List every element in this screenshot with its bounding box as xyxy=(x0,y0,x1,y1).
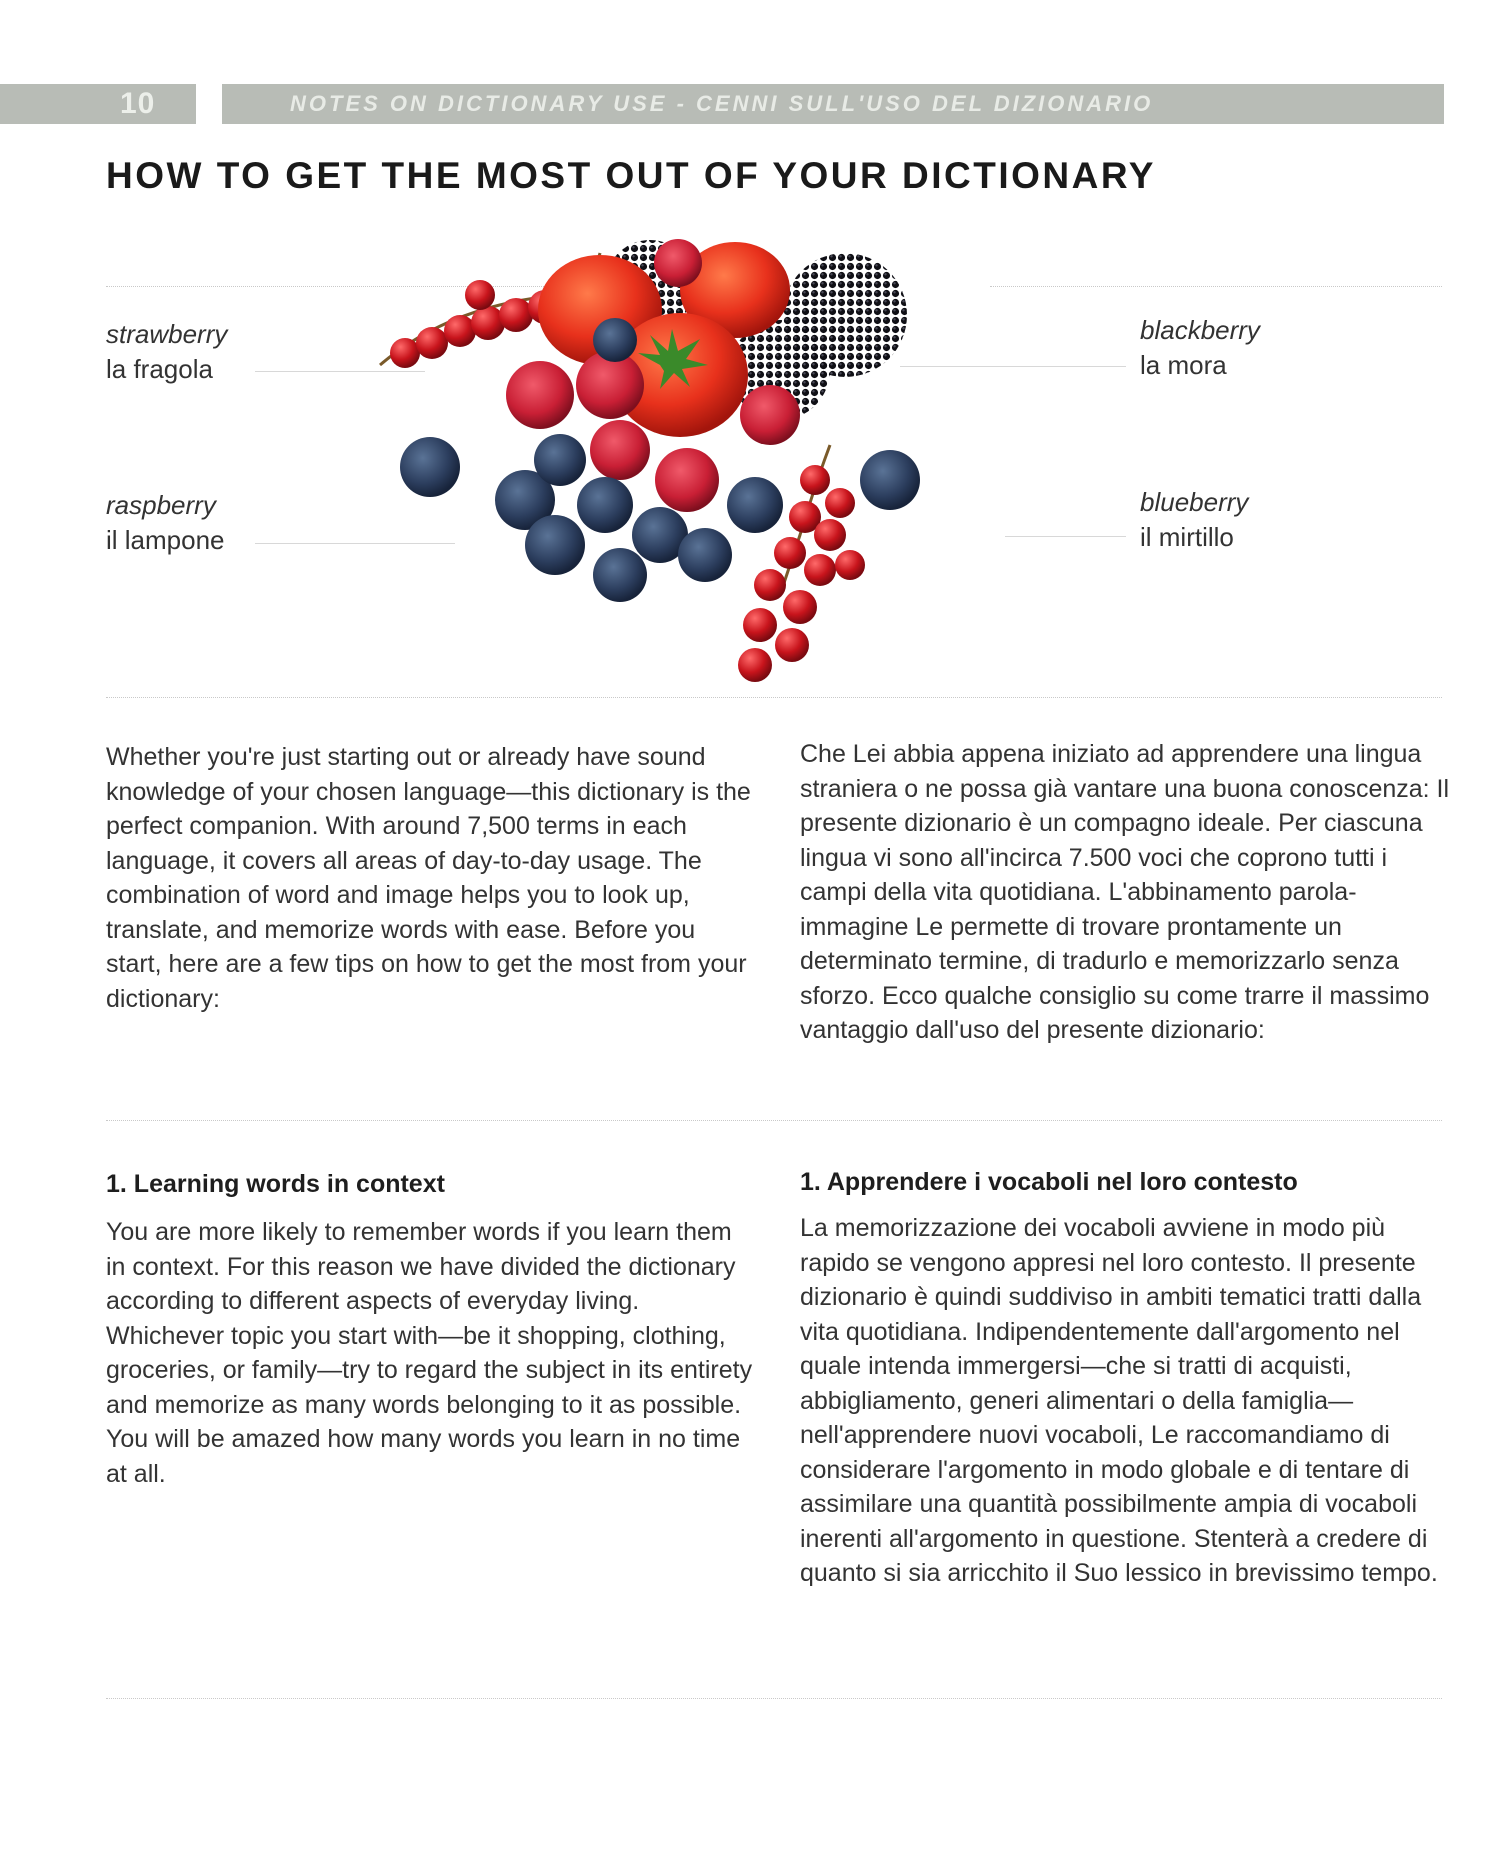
blueberry-label xyxy=(1140,485,1248,555)
raspberry-icon xyxy=(655,448,719,512)
raspberry-icon xyxy=(654,239,702,287)
redcurrant-icon xyxy=(825,488,855,518)
redcurrant-icon xyxy=(783,590,817,624)
blueberry-icon xyxy=(593,318,637,362)
strawberry-label xyxy=(106,317,227,387)
top-rule-right xyxy=(990,286,1442,287)
section-bottom-rule xyxy=(106,1698,1442,1699)
blueberry-icon xyxy=(860,450,920,510)
blueberry-label-it: il mirtillo xyxy=(1140,522,1234,552)
raspberry-icon xyxy=(506,361,574,429)
redcurrant-icon xyxy=(775,628,809,662)
redcurrant-icon xyxy=(738,648,772,682)
blueberry-icon xyxy=(727,477,783,533)
section-heading-italian: 1. Apprendere i vocaboli nel loro contesto xyxy=(800,1168,1298,1196)
blackberry-label xyxy=(1140,313,1260,383)
section-body-italian: La memorizzazione dei vocaboli avviene in modo più rapido se vengono appresi nel loro contesto. Il presente dizionario è quindi suddiviso in ambiti tematici tratti dalla vita quotidiana. Indipendentemente dall'argomento nel quale intenda immergersi—che si tratti di acquisti, abbigliamento, generi alimentari o della famiglia—nell'apprendere nuovi vocaboli, Le raccomandiamo di considerare l'argomento in modo globale e di tentare di assimilare una quantità possibilmente ampia di vocaboli inerenti all'argomento in questione. Stenterà a credere di quanto si sia arricchito il Suo lessico in brevissimo tempo. xyxy=(800,1214,1438,1587)
redcurrant-icon xyxy=(390,338,420,368)
redcurrant-icon xyxy=(416,327,448,359)
redcurrant-icon xyxy=(814,519,846,551)
blueberry-icon xyxy=(577,477,633,533)
blueberry-label-en: blueberry xyxy=(1140,487,1249,517)
redcurrant-icon xyxy=(499,298,533,332)
page-title: HOW TO GET THE MOST OUT OF YOUR DICTIONARY xyxy=(106,155,1156,196)
redcurrant-icon xyxy=(444,315,476,347)
intro-bottom-rule xyxy=(106,1120,1442,1121)
section-heading-english: 1. Learning words in context xyxy=(106,1170,445,1198)
blueberry-icon xyxy=(400,437,460,497)
redcurrant-icon xyxy=(800,465,830,495)
redcurrant-icon xyxy=(465,280,495,310)
redcurrant-icon xyxy=(835,550,865,580)
page-number-bar xyxy=(0,84,196,124)
redcurrant-icon xyxy=(774,537,806,569)
blackberry-label-it: la mora xyxy=(1140,350,1227,380)
intro-italian: Che Lei abbia appena iniziato ad apprendere una lingua straniera o ne possa già vantare una buona conoscenza: Il presente dizionario è un compagno ideale. Per ciascuna lingua vi sono all'incirca 7.500 voci che coprono tutti i campi della vita quotidiana. L'abbinamento parola-immagine Le permette di trovare prontamente un determinato termine, di tradurlo e memorizzarlo senza sforzo. Ecco qualche consiglio su come trarre il massimo vantaggio dall'uso del presente dizionario: xyxy=(800,740,1450,1044)
blueberry-icon xyxy=(593,548,647,602)
intro-english: Whether you're just starting out or already have sound knowledge of your chosen language—this dictionary is the perfect companion. With around 7,500 terms in each language, it covers all areas of day-to-day usage. The combination of word and image helps you to look up, translate, and memorize words with ease. Before you start, here are a few tips on how to get the most from your dictionary: xyxy=(106,743,751,1013)
running-title: NOTES ON DICTIONARY USE - CENNI SULL'USO DEL DIZIONARIO xyxy=(290,91,1154,116)
section-body-english: You are more likely to remember words if you learn them in context. For this reason we have divided the dictionary according to different aspects of everyday living. Whichever topic you start with—be it shopping, clothing, groceries, or family—try to regard the subject in its entirety and memorize as many words belonging to it as possible. You will be amazed how many words you learn in no time at all. xyxy=(106,1218,753,1488)
redcurrant-icon xyxy=(804,554,836,586)
raspberry-icon xyxy=(740,385,800,445)
page-number: 10 xyxy=(120,87,156,120)
raspberry-label-it: il lampone xyxy=(106,525,225,555)
strawberry-label-en: strawberry xyxy=(106,319,228,349)
redcurrant-icon xyxy=(754,569,786,601)
raspberry-label xyxy=(106,488,225,558)
raspberry-icon xyxy=(590,420,650,480)
berries-illustration xyxy=(360,235,1030,705)
redcurrant-icon xyxy=(743,608,777,642)
strawberry-label-it: la fragola xyxy=(106,354,213,384)
blackberry-label-en: blackberry xyxy=(1140,315,1260,345)
blueberry-icon xyxy=(525,515,585,575)
blueberry-icon xyxy=(678,528,732,582)
raspberry-label-en: raspberry xyxy=(106,490,216,520)
blueberry-icon xyxy=(534,434,586,486)
